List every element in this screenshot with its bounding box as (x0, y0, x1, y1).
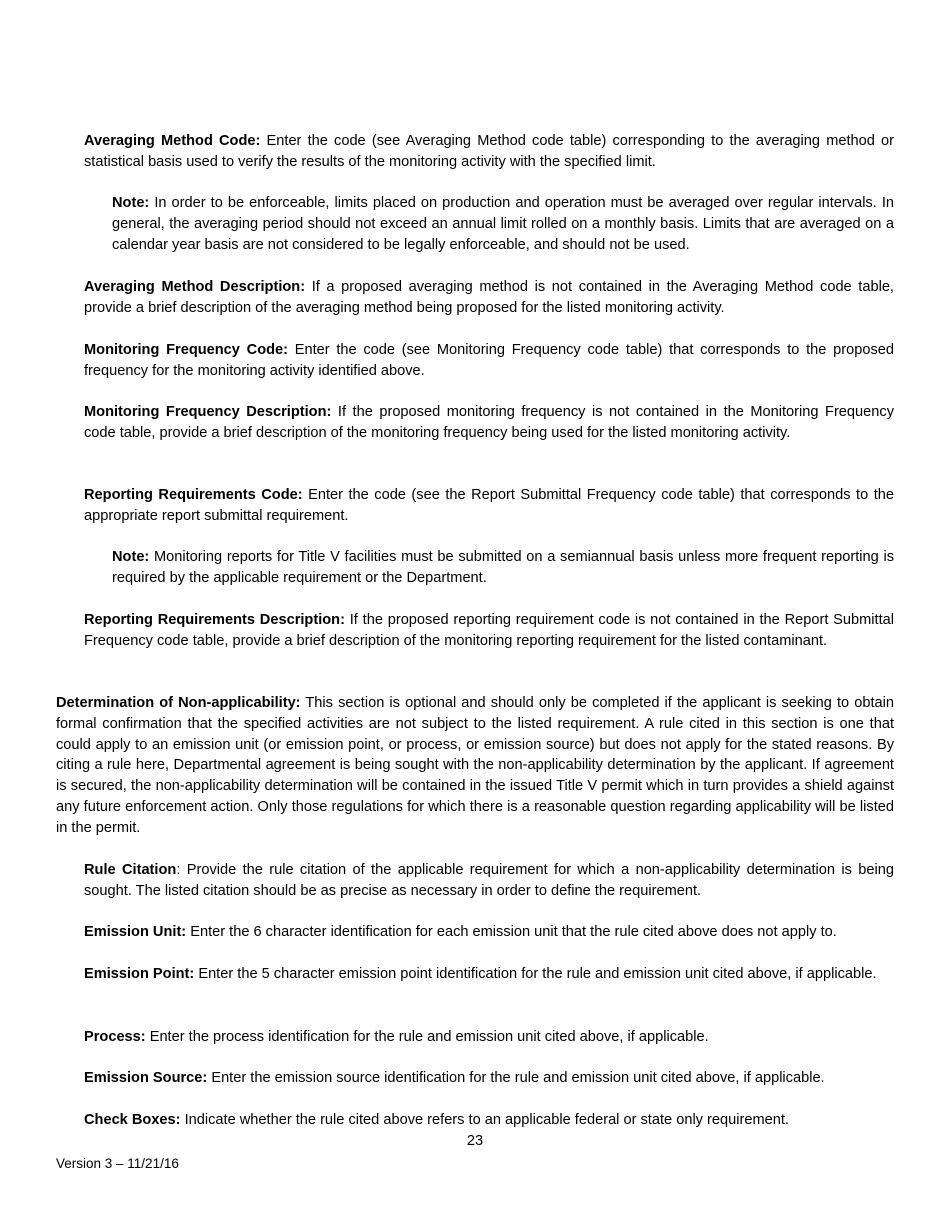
term-description: Enter the emission source identification for the rule and emission unit cited above, if applicable. (207, 1070, 825, 1086)
term-label: Reporting Requirements Description: (84, 612, 345, 628)
note-text: Monitoring reports for Title V facilities must be submitted on a semiannual basis unless more frequent reporting is required by the applicable requirement or the Department. (112, 549, 894, 586)
term-description: If the proposed monitoring frequency is not contained in the Monitoring Frequency code table, provide a brief description of the monitoring frequency being used for the listed monitoring activity. (84, 404, 894, 441)
term-description: Enter the code (see the Report Submittal Frequency code table) that corresponds to the appropriate report submittal requirement. (84, 487, 894, 524)
term-description: Enter the code (see Monitoring Frequency code table) that corresponds to the proposed frequency for the monitoring activity identified above. (84, 342, 894, 379)
reporting-requirements-description-paragraph (84, 610, 894, 652)
monitoring-frequency-code-paragraph (84, 340, 894, 382)
term-description: Enter the process identification for the rule and emission unit cited above, if applicable. (145, 1029, 709, 1045)
section-text: This section is optional and should only be completed if the applicant is seeking to obtain formal confirmation that the specified activities are not subject to the listed requirement. A rule cited in this section is one that could apply to an emission unit (or emission point, or process, or emission source) but does not apply for the stated reasons. By citing a rule here, Departmental agreement is being sought with the non-applicability determination by the applicant. If agreement is secured, the non-applicability determination will be contained in the issued Title V permit which in turn provides a shield against any future enforcement action. Only those regulations for which there is a reasonable question regarding applicability will be listed in the permit. (56, 695, 894, 836)
term-label: Reporting Requirements Code: (84, 487, 303, 503)
term-label: Process: (84, 1029, 146, 1045)
term-label: Emission Source: (84, 1070, 208, 1086)
monitoring-frequency-description-paragraph (84, 402, 894, 444)
reporting-requirements-code-paragraph (84, 485, 894, 527)
term-description: Enter the 6 character identification for each emission unit that the rule cited above does not apply to. (186, 924, 837, 940)
rule-citation-paragraph (84, 860, 894, 902)
note-text: In order to be enforceable, limits placed on production and operation must be averaged over regular intervals. In general, the averaging period should not exceed an annual limit rolled on a monthly basis. Limits that are averaged on a calendar year basis are not considered to be legally enforceable, and should not be used. (112, 195, 894, 253)
section-heading: Determination of Non-applicability: (56, 695, 301, 711)
term-label: Averaging Method Description: (84, 279, 306, 295)
term-description: : Provide the rule citation of the applicable requirement for which a non-applicability determination is being sought. The listed citation should be as precise as necessary in order to define the requirement. (84, 862, 894, 899)
term-description: Indicate whether the rule cited above refers to an applicable federal or state only requirement. (180, 1112, 789, 1128)
emission-unit-paragraph (84, 922, 894, 943)
version-label: Version 3 – 11/21/16 (56, 1156, 179, 1171)
averaging-method-description-paragraph (84, 277, 894, 319)
term-label: Emission Point: (84, 966, 195, 982)
note-label: Note: (112, 195, 150, 211)
term-label: Emission Unit: (84, 924, 187, 940)
averaging-note-paragraph (112, 193, 894, 255)
non-applicability-paragraph (56, 693, 894, 839)
emission-point-paragraph (84, 964, 894, 985)
averaging-method-code-paragraph (84, 131, 894, 173)
term-description: If a proposed averaging method is not contained in the Averaging Method code table, provide a brief description of the averaging method being proposed for the listed monitoring activity. (84, 279, 894, 316)
term-label: Check Boxes: (84, 1112, 181, 1128)
page-number: 23 (466, 1133, 484, 1149)
term-label: Averaging Method Code: (84, 133, 261, 149)
term-description: If the proposed reporting requirement code is not contained in the Report Submittal Frequency code table, provide a brief description of the monitoring reporting requirement for the listed contaminant. (84, 612, 894, 649)
term-label: Rule Citation (84, 862, 177, 878)
term-description: Enter the 5 character emission point identification for the rule and emission unit cited above, if applicable. (194, 966, 877, 982)
process-paragraph (84, 1027, 894, 1048)
reporting-note-paragraph (112, 547, 894, 589)
term-description: Enter the code (see Averaging Method code table) corresponding to the averaging method or statistical basis used to verify the results of the monitoring activity with the specified limit. (84, 133, 895, 170)
note-label: Note: (112, 549, 150, 565)
term-label: Monitoring Frequency Code: (84, 342, 288, 358)
term-label: Monitoring Frequency Description: (84, 404, 332, 420)
check-boxes-paragraph (84, 1110, 894, 1131)
emission-source-paragraph (84, 1068, 894, 1089)
